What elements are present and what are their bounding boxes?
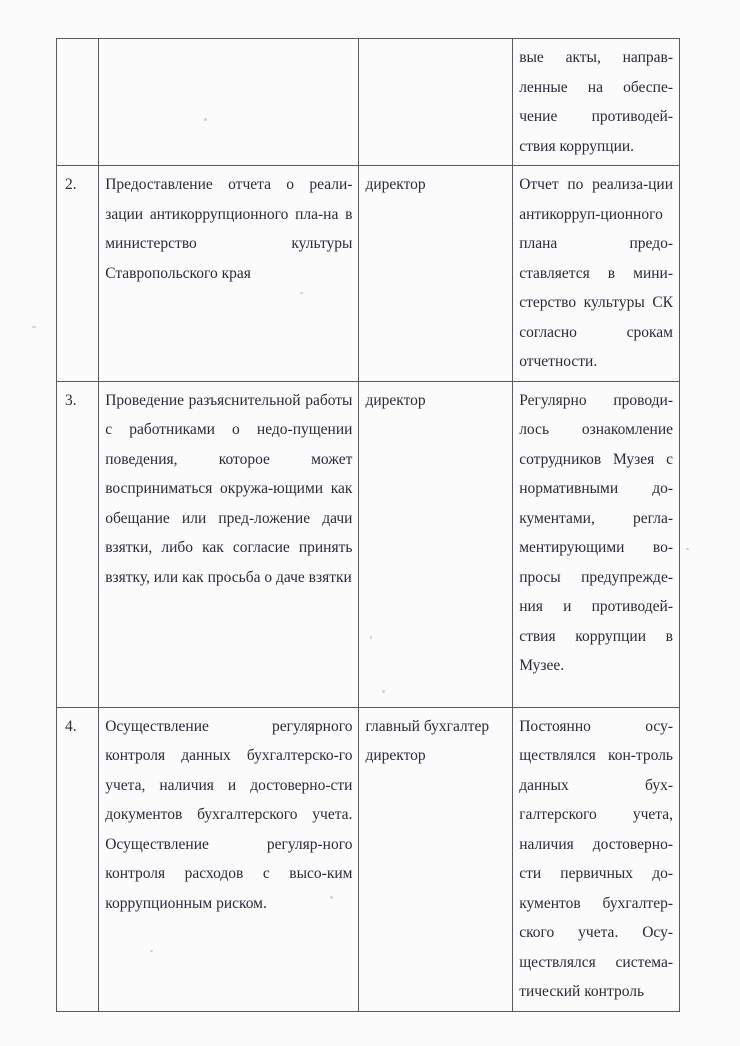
activity-cell: [99, 39, 359, 166]
scan-speck: [150, 950, 153, 952]
row-number-cell: [57, 39, 99, 166]
responsible-cell: [359, 166, 513, 382]
activity-cell: Осуществление регулярного контроля данных бухгалтерско-го учета, наличия и достоверно-сти документов бухгалтерского учета. Осуществление регуляр-ного контроля расходов с высо-ким коррупционным риском.: [99, 707, 359, 1011]
result-cell: Отчет по реализа-ции антикорруп-ционного плана предо-ставляется в мини-стерство культуры СК согласно срокам отчетности.: [513, 166, 680, 382]
scan-speck: [32, 326, 36, 328]
table-row: [57, 39, 680, 166]
responsible-person: директор: [365, 176, 426, 193]
responsible-person: директор: [365, 391, 426, 409]
table-row: [57, 381, 680, 707]
scan-speck: [330, 896, 333, 899]
responsible-person: главный бухгалтер: [365, 717, 490, 735]
responsible-cell: [359, 381, 513, 707]
activity-cell: Предоставление отчета о реали-зации антикоррупционного пла-на в министерство культуры Ставропольского края: [99, 166, 359, 382]
scan-speck: [686, 548, 689, 550]
row-number-cell: 2.: [57, 166, 99, 382]
result-cell: Регулярно проводи-лось ознакомление сотрудников Музея с нормативными до-кументами, регла-ментирующими во-просы предупрежде-ния и противодей-ствия коррупции в Музее.: [513, 381, 680, 707]
responsible-cell: [359, 707, 513, 1011]
scan-speck: [204, 118, 207, 121]
result-cell: Постоянно осу-ществлялся кон-троль данных бух-галтерского учета, наличия достоверно-сти первичных до-кументов бухгалтер-ского учета. Осу-ществлялся система-тический контроль: [513, 707, 680, 1011]
scan-speck: [300, 292, 303, 294]
row-number-cell: 4.: [57, 707, 99, 1011]
table-row: [57, 707, 680, 1011]
responsible-person: директор: [365, 747, 426, 764]
result-cell: вые акты, направ-ленные на обеспе-чение противодей-ствия коррупции.: [513, 39, 680, 166]
table-row: [57, 166, 680, 382]
scan-speck: [382, 690, 385, 693]
activity-cell: Проведение разъяснительной работы с работниками о недо-пущении поведения, которое может восприниматься окружа-ющими как обещание или пред-ложение дачи взятки, либо как согласие принять взятку, или как просьба о даче взятки: [99, 381, 359, 707]
responsible-cell: [359, 39, 513, 166]
row-number-cell: 3.: [57, 381, 99, 707]
anticorruption-report-table: [56, 38, 680, 1012]
scan-speck: [370, 636, 372, 639]
